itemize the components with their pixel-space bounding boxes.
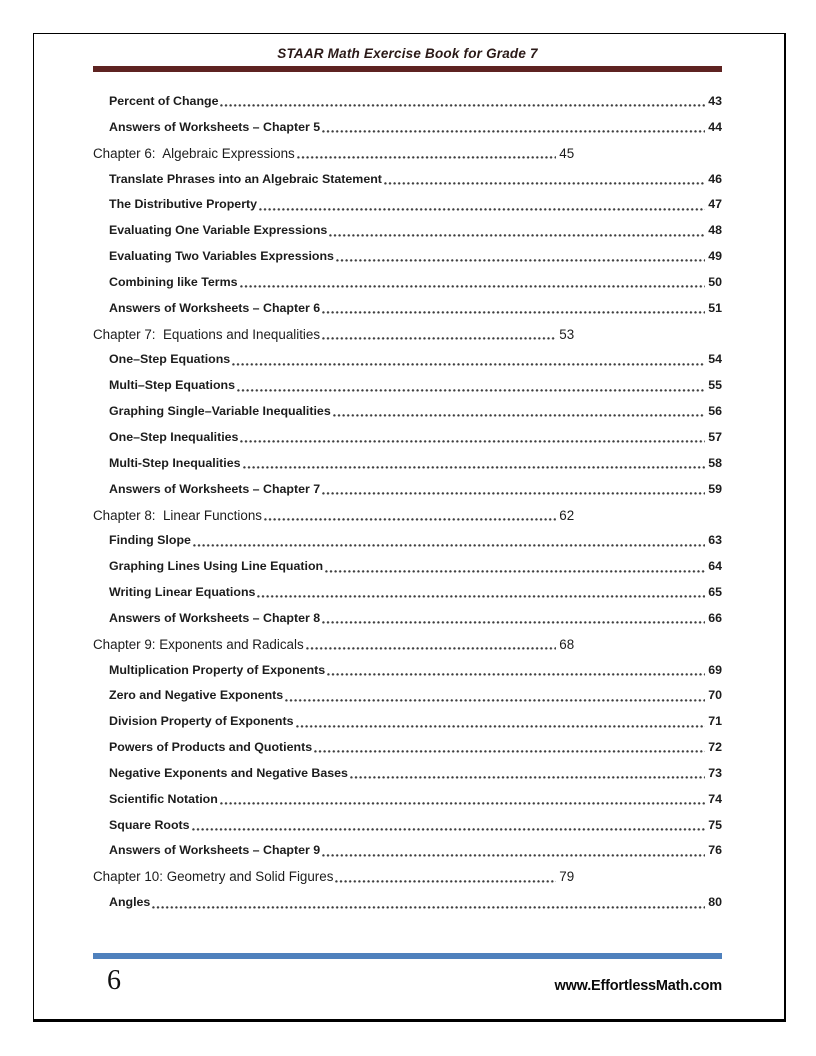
toc-page-number: 55	[708, 378, 722, 393]
toc-entry-label: Graphing Single–Variable Inequalities	[109, 404, 331, 419]
dot-leader	[243, 451, 706, 477]
dot-leader	[232, 347, 705, 373]
toc-page-number: 46	[708, 171, 722, 186]
toc-row	[93, 838, 722, 864]
toc-row	[93, 580, 722, 606]
toc-page-number: 62	[559, 507, 575, 523]
dot-leader	[306, 632, 557, 658]
dot-leader	[259, 192, 705, 218]
toc-entry-label: Graphing Lines Using Line Equation	[109, 559, 324, 574]
toc-entry-label: Evaluating One Variable Expressions	[109, 223, 328, 238]
toc-entry-label: Multi-Step Inequalities	[109, 455, 241, 470]
toc-entry-label: Angles	[109, 895, 151, 910]
page-footer	[93, 909, 722, 1019]
toc-page-number: 50	[708, 274, 722, 289]
toc-page-number: 44	[708, 119, 722, 134]
page-number: 6	[107, 965, 121, 996]
toc-page-number: 70	[708, 688, 722, 703]
toc-page-number: 80	[708, 895, 722, 910]
toc-entry-label: One–Step Equations	[109, 352, 231, 367]
toc-entry-label: Division Property of Exponents	[109, 714, 294, 729]
dot-leader	[350, 761, 705, 787]
dot-leader	[329, 218, 705, 244]
toc-row	[93, 709, 722, 735]
dot-leader	[285, 683, 705, 709]
toc-row	[93, 141, 574, 167]
toc-entry-label: Multiplication Property of Exponents	[109, 662, 326, 677]
book-title: STAAR Math Exercise Book for Grade 7	[277, 46, 538, 61]
toc-page-number: 64	[708, 559, 722, 574]
toc-page-number: 49	[708, 249, 722, 264]
dot-leader	[322, 322, 556, 348]
toc-entry-label: Answers of Worksheets – Chapter 5	[109, 119, 321, 134]
toc-row	[93, 270, 722, 296]
dot-leader	[333, 399, 705, 425]
dot-leader	[314, 735, 705, 761]
dot-leader	[237, 373, 705, 399]
dot-leader	[322, 296, 705, 322]
toc-page-number: 43	[708, 94, 722, 108]
toc-entry-label: Zero and Negative Exponents	[109, 688, 284, 703]
toc-page-number: 66	[708, 610, 722, 625]
dot-leader	[296, 709, 706, 735]
toc-entry-label: The Distributive Property	[109, 197, 258, 212]
toc-page-number: 68	[559, 636, 575, 652]
toc-row	[93, 373, 722, 399]
toc-entry-label: Percent of Change	[109, 94, 219, 108]
dot-leader	[264, 503, 556, 529]
toc-page-number: 63	[708, 533, 722, 548]
dot-leader	[240, 425, 705, 451]
toc-page-number: 45	[559, 145, 575, 161]
table-of-contents	[93, 89, 722, 916]
toc-entry-label: Answers of Worksheets – Chapter 8	[109, 610, 321, 625]
toc-row	[93, 192, 722, 218]
toc-row	[93, 167, 722, 193]
toc-row	[93, 528, 722, 554]
toc-entry-label: Multi–Step Equations	[109, 378, 235, 393]
toc-row	[93, 864, 574, 890]
toc-page-number: 51	[708, 300, 722, 315]
toc-entry-label: Chapter 10: Geometry and Solid Figures	[93, 869, 334, 885]
toc-row	[93, 296, 722, 322]
toc-entry-label: Chapter 7: Equations and Inequalities	[93, 326, 321, 342]
toc-row	[93, 399, 722, 425]
toc-page-number: 69	[708, 662, 722, 677]
toc-page-number: 75	[708, 817, 722, 832]
dot-leader	[220, 787, 705, 813]
toc-row	[93, 787, 722, 813]
toc-entry-label: Answers of Worksheets – Chapter 9	[109, 843, 321, 858]
toc-row	[93, 218, 722, 244]
toc-entry-label: Writing Linear Equations	[109, 585, 256, 600]
toc-entry-label: Negative Exponents and Negative Bases	[109, 765, 348, 780]
dot-leader	[384, 167, 705, 193]
dot-leader	[325, 554, 705, 580]
toc-entry-label: One–Step Inequalities	[109, 429, 239, 444]
page-frame	[33, 33, 786, 1022]
dot-leader	[240, 270, 706, 296]
dot-leader	[193, 528, 705, 554]
website-text: www.EffortlessMath.com	[554, 978, 722, 995]
toc-page-number: 76	[708, 843, 722, 858]
toc-entry-label: Answers of Worksheets – Chapter 7	[109, 481, 321, 496]
toc-page-number: 47	[708, 197, 722, 212]
toc-page-number: 65	[708, 585, 722, 600]
toc-row	[93, 322, 574, 348]
toc-entry-label: Evaluating Two Variables Expressions	[109, 249, 334, 264]
toc-page-number: 79	[559, 869, 575, 885]
toc-row	[93, 347, 722, 373]
page-header	[93, 46, 722, 72]
toc-row	[93, 451, 722, 477]
dot-leader	[336, 244, 705, 270]
dot-leader	[192, 813, 706, 839]
dot-leader	[327, 658, 705, 684]
dot-leader	[322, 115, 705, 141]
toc-row	[93, 115, 722, 141]
toc-row	[93, 425, 722, 451]
toc-entry-label: Square Roots	[109, 817, 190, 832]
toc-entry-label: Translate Phrases into an Algebraic Statement	[109, 171, 382, 186]
toc-row	[93, 632, 574, 658]
toc-row	[93, 761, 722, 787]
toc-entry-label: Chapter 8: Linear Functions	[93, 507, 262, 523]
dot-leader	[220, 89, 705, 115]
toc-page-number: 73	[708, 765, 722, 780]
dot-leader	[322, 838, 705, 864]
toc-row	[93, 658, 722, 684]
toc-page-number: 48	[708, 223, 722, 238]
toc-page-number: 71	[708, 714, 722, 729]
footer-row	[93, 967, 722, 995]
toc-entry-label: Chapter 9: Exponents and Radicals	[93, 636, 304, 652]
toc-entry-label: Scientific Notation	[109, 791, 218, 806]
toc-row	[93, 735, 722, 761]
dot-leader	[322, 477, 705, 503]
toc-row	[93, 503, 574, 529]
toc-entry-label: Chapter 6: Algebraic Expressions	[93, 145, 295, 161]
toc-row	[93, 813, 722, 839]
toc-page-number: 57	[708, 429, 722, 444]
toc-row	[93, 477, 722, 503]
toc-page-number: 58	[708, 455, 722, 470]
toc-page-number: 53	[559, 326, 575, 342]
toc-row	[93, 554, 722, 580]
footer-rule	[93, 953, 722, 959]
toc-row	[93, 683, 722, 709]
toc-page-number: 56	[708, 404, 722, 419]
toc-page-number: 59	[708, 481, 722, 496]
toc-page-number: 54	[708, 352, 722, 367]
toc-page-number: 74	[708, 791, 722, 806]
dot-leader	[322, 606, 705, 632]
toc-entry-label: Powers of Products and Quotients	[109, 740, 313, 755]
toc-entry-label: Answers of Worksheets – Chapter 6	[109, 300, 321, 315]
toc-entry-label: Combining like Terms	[109, 274, 238, 289]
dot-leader	[297, 141, 557, 167]
toc-entry-label: Finding Slope	[109, 533, 191, 548]
dot-leader	[335, 864, 556, 890]
toc-row	[93, 89, 722, 115]
dot-leader	[257, 580, 705, 606]
toc-page-number: 72	[708, 740, 722, 755]
toc-row	[93, 606, 722, 632]
toc-row	[93, 244, 722, 270]
header-rule	[93, 66, 722, 72]
